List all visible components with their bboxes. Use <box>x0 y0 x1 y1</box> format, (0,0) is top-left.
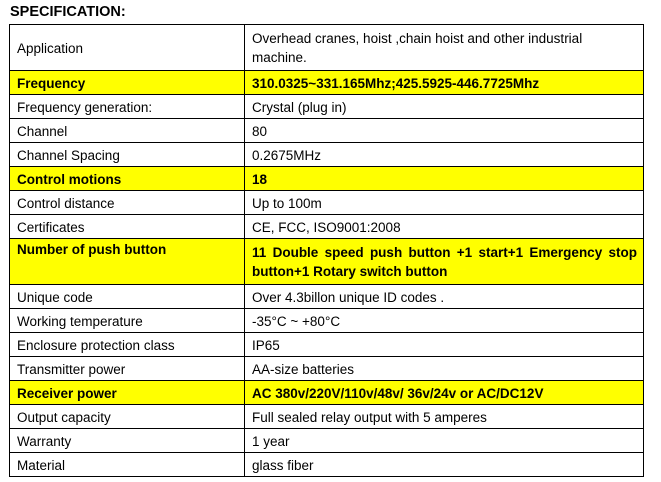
table-row-control-distance <box>10 191 644 215</box>
row-value: Up to 100m <box>245 191 644 215</box>
row-value: 80 <box>245 119 644 143</box>
page-title: SPECIFICATION: <box>10 4 126 20</box>
row-label: Channel Spacing <box>10 143 245 167</box>
table-row-material <box>10 453 644 477</box>
row-label: Output capacity <box>10 405 245 429</box>
table-row-application <box>10 25 644 71</box>
row-label: Enclosure protection class <box>10 333 245 357</box>
row-label: Receiver power <box>10 381 245 405</box>
row-label: Channel <box>10 119 245 143</box>
row-label: Transmitter power <box>10 357 245 381</box>
row-label: Warranty <box>10 429 245 453</box>
row-value: 11 Double speed push button +1 start+1 Emergency stop button+1 Rotary switch button <box>245 239 644 285</box>
row-value: 18 <box>245 167 644 191</box>
row-value: Full sealed relay output with 5 amperes <box>245 405 644 429</box>
row-value: Overhead cranes, hoist ,chain hoist and other industrial machine. <box>245 25 644 71</box>
row-value: Crystal (plug in) <box>245 95 644 119</box>
table-row-output-capacity <box>10 405 644 429</box>
specification-table-body <box>10 25 644 477</box>
row-label: Number of push button <box>10 239 245 285</box>
table-row-push-buttons <box>10 239 644 285</box>
row-value: IP65 <box>245 333 644 357</box>
table-row-frequency <box>10 71 644 95</box>
table-row-control-motions <box>10 167 644 191</box>
row-value: AA-size batteries <box>245 357 644 381</box>
row-value: CE, FCC, ISO9001:2008 <box>245 215 644 239</box>
row-label: Material <box>10 453 245 477</box>
table-row-transmitter-power <box>10 357 644 381</box>
row-value: 1 year <box>245 429 644 453</box>
row-label: Certificates <box>10 215 245 239</box>
table-row-receiver-power <box>10 381 644 405</box>
table-row-working-temperature <box>10 309 644 333</box>
table-row-frequency-generation <box>10 95 644 119</box>
table-row-enclosure-protection <box>10 333 644 357</box>
row-value: 0.2675MHz <box>245 143 644 167</box>
table-row-channel-spacing <box>10 143 644 167</box>
row-label: Control motions <box>10 167 245 191</box>
table-row-channel <box>10 119 644 143</box>
table-row-certificates <box>10 215 644 239</box>
table-row-warranty <box>10 429 644 453</box>
row-value: -35°C ~ +80°C <box>245 309 644 333</box>
row-value: 310.0325~331.165Mhz;425.5925-446.7725Mhz <box>245 71 644 95</box>
row-value: Over 4.3billon unique ID codes . <box>245 285 644 309</box>
specification-table <box>9 24 644 477</box>
row-label: Frequency <box>10 71 245 95</box>
row-label: Frequency generation: <box>10 95 245 119</box>
row-label: Unique code <box>10 285 245 309</box>
row-label: Application <box>10 25 245 71</box>
row-value: glass fiber <box>245 453 644 477</box>
row-value: AC 380v/220V/110v/48v/ 36v/24v or AC/DC12V <box>245 381 644 405</box>
table-row-unique-code <box>10 285 644 309</box>
row-label: Control distance <box>10 191 245 215</box>
row-label: Working temperature <box>10 309 245 333</box>
